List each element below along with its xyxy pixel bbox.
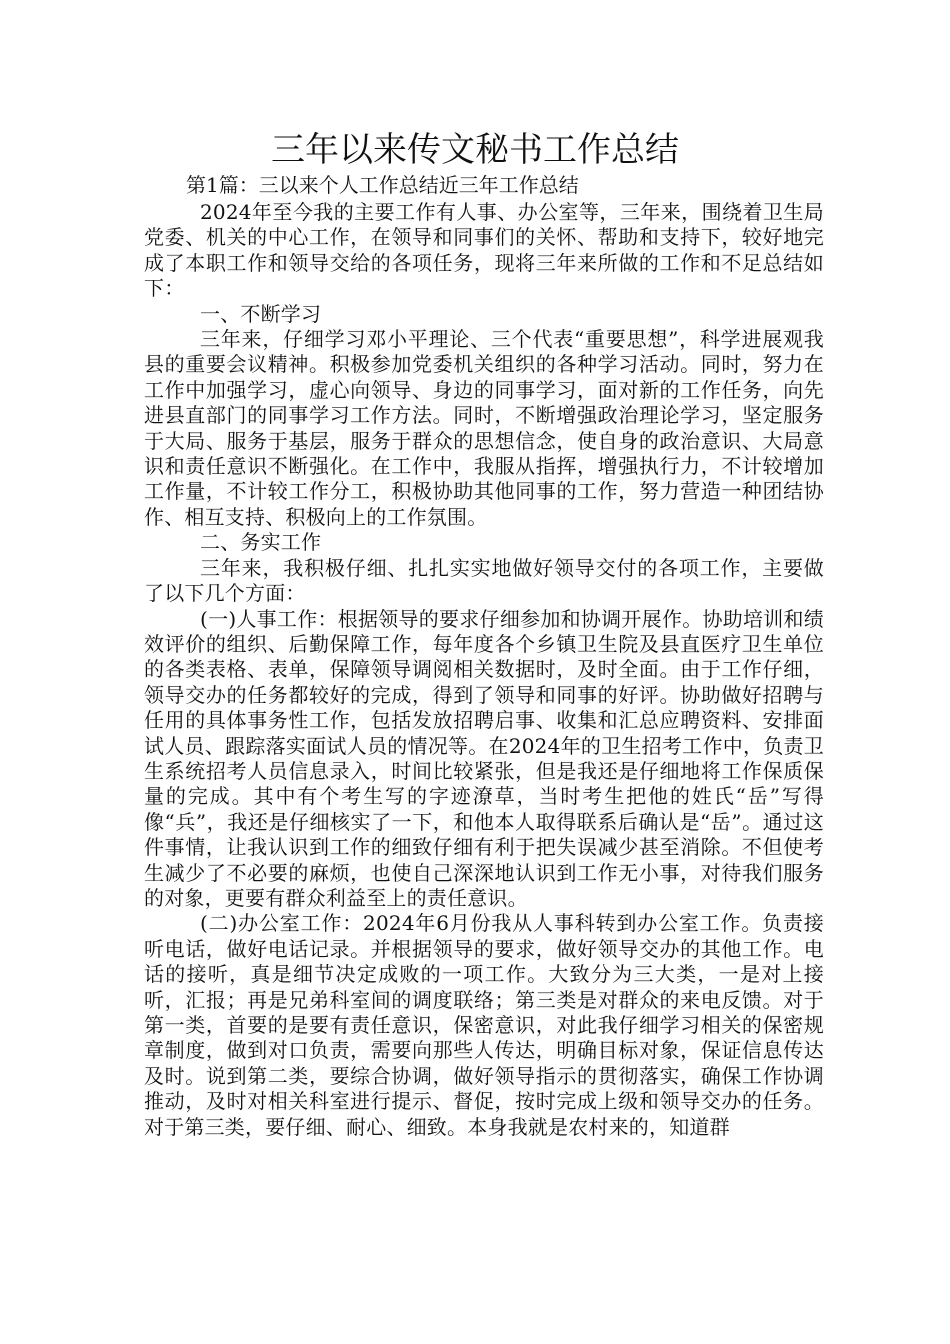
paragraph-work-intro: 三年来，我积极仔细、扎扎实实地做好领导交付的各项工作，主要做了以下几个方面： [144, 555, 824, 606]
document-body [144, 200, 824, 1140]
paragraph-personnel-work: (一)人事工作：根据领导的要求仔细参加和协调开展作。协助培训和绩效评价的组织、后勤保障工作，每年度各个乡镇卫生院及县直医疗卫生单位的各类表格、表单，保障领导调阅相关数据时，及时全面。由于工作仔细，领导交办的任务都较好的完成，得到了领导和同事的好评。协助做好招聘与任用的具体事务性工作，包括发放招聘启事、收集和汇总应聘资料、安排面试人员、跟踪落实面试人员的情况等。在2024年的卫生招考工作中，负责卫生系统招考人员信息录入，时间比较紧张，但是我还是仔细地将工作保质保量的完成。其中有个考生写的字迹潦草，当时考生把他的姓氏“岳”写得像“兵”，我还是仔细核实了一下，和他本人取得联系后确认是“岳”。通过这件事情，让我认识到工作的细致仔细有利于把失误减少甚至消除。不但使考生减少了不必要的麻烦，也使自己深深地认识到工作无小事，对待我们服务的对象，更要有群众利益至上的责任意识。 [144, 606, 824, 910]
paragraph-office-work: (二)办公室工作：2024年6月份我从人事科转到办公室工作。负责接听电话，做好电话记录。并根据领导的要求，做好领导交办的其他工作。电话的接听，真是细节决定成败的一项工作。大致分为三大类，一是对上接听，汇报；再是兄弟科室间的调度联络；第三类是对群众的来电反馈。对于第一类，首要的是要有责任意识，保密意识，对此我仔细学习相关的保密规章制度，做到对口负责，需要向那些人传达，明确目标对象，保证信息传达及时。说到第二类，要综合协调，做好领导指示的贯彻落实，确保工作协调推动，及时对相关科室进行提示、督促，按时完成上级和领导交办的任务。对于第三类，要仔细、耐心、细致。本身我就是农村来的，知道群 [144, 911, 824, 1139]
section-heading-study: 一、不断学习 [200, 301, 322, 326]
document-title: 三年以来传文秘书工作总结 [271, 130, 679, 170]
section-heading-work: 二、务实工作 [200, 530, 322, 555]
paragraph-intro: 2024年至今我的主要工作有人事、办公室等，三年来，围绕着卫生局党委、机关的中心工作，在领导和同事们的关怀、帮助和支持下，较好地完成了本职工作和领导交给的各项任务，现将三年来所做的工作和不足总结如下： [144, 200, 824, 301]
document-subtitle: 第1篇：三以来个人工作总结近三年工作总结 [186, 173, 579, 197]
paragraph-study: 三年来，仔细学习邓小平理论、三个代表“重要思想”，科学进展观我县的重要会议精神。积极参加党委机关组织的各种学习活动。同时，努力在工作中加强学习，虚心向领导、身边的同事学习，面对新的工作任务，向先进县直部门的同事学习工作方法。同时，不断增强政治理论学习，坚定服务于大局、服务于基层，服务于群众的思想信念，使自身的政治意识、大局意识和责任意识不断强化。在工作中，我服从指挥，增强执行力，不计较增加工作量，不计较工作分工，积极协助其他同事的工作，努力营造一种团结协作、相互支持、积极向上的工作氛围。 [144, 327, 824, 529]
